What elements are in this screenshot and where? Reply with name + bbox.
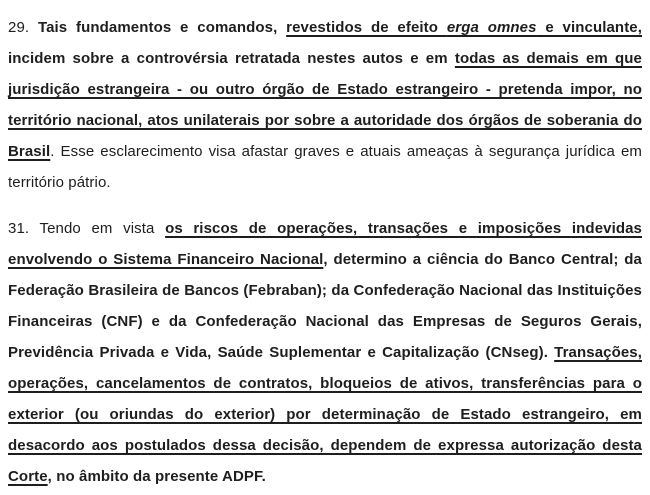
text-run: e vinculante, xyxy=(536,19,642,36)
text-run: revestidos de efeito xyxy=(286,19,447,36)
text-run: 29. xyxy=(8,19,38,36)
text-run: . Esse esclarecimento visa afastar graves e atuais ameaças à segurança jurídica em território pátrio. xyxy=(8,143,642,191)
text-run: os riscos de operações, transações e imposições indevidas envolvendo o Sistema Financeiro Nacional xyxy=(8,220,642,268)
text-run: 31. Tendo em vista xyxy=(8,220,166,237)
text-run: Tais fundamentos e comandos, xyxy=(37,19,287,36)
paragraph-29 xyxy=(8,12,642,198)
text-run: incidem sobre a controvérsia retratada nestes autos e em xyxy=(8,50,455,67)
text-run: , determino a ciência do Banco Central; da Federação Brasileira de Bancos (Febraban); da Confederação Nacional das Instituições Financeiras (CNF) e da Confederação Nacional das Empresas de Seguros Gerais, Previdência Privada e Vida, Saúde Suplementar e Capitalização (CNseg). xyxy=(8,251,642,361)
text-run: erga omnes xyxy=(446,19,537,36)
text-run: todas as demais em que jurisdição estrangeira - ou outro órgão de Estado estrangeiro - pretenda impor, no território nacional, atos unilaterais por sobre a autoridade dos órgãos de soberania do Brasil xyxy=(8,50,642,160)
text-run: , no âmbito da presente ADPF. xyxy=(47,468,266,485)
text-run: Transações, operações, cancelamentos de contratos, bloqueios de ativos, transferências para o exterior (ou oriundas do exterior) por determinação de Estado estrangeiro, em desacordo aos postulados dessa decisão, dependem de expressa autorização desta Corte xyxy=(8,344,642,485)
paragraph-31 xyxy=(8,213,642,492)
